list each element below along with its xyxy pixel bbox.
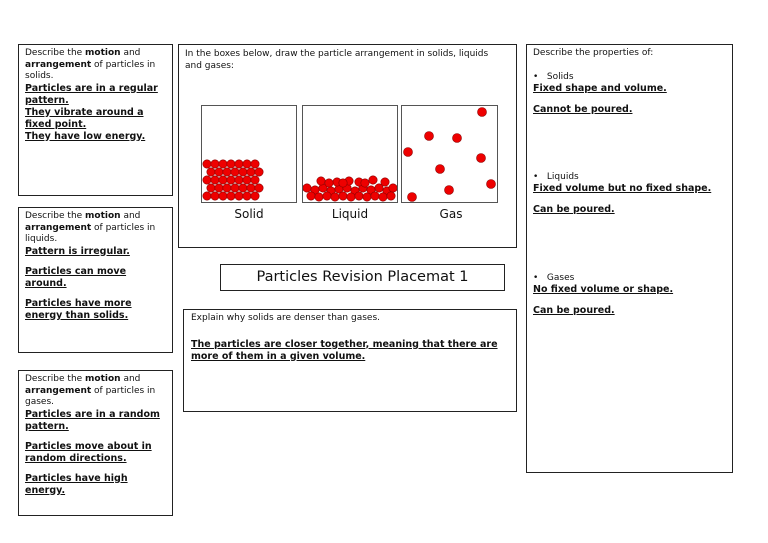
- solid-particle: [223, 184, 231, 192]
- solid-particle: [251, 192, 259, 200]
- gases-property-1: No fixed volume or shape.: [533, 283, 674, 295]
- gas-particle: [478, 108, 487, 117]
- liquid-particle: [379, 193, 387, 201]
- gas-particle: [453, 134, 462, 143]
- solids-answer-3: They have low energy.: [25, 130, 146, 142]
- liquid-particle: [317, 177, 325, 185]
- solid-particle: [215, 184, 223, 192]
- liquid-particle: [387, 192, 395, 200]
- gas-particles: [402, 106, 497, 202]
- solid-particle: [227, 176, 235, 184]
- density-question: Explain why solids are denser than gases.: [191, 313, 380, 323]
- solid-particle: [219, 160, 227, 168]
- liquids-question-box: [18, 207, 173, 353]
- solids-property-1: Fixed shape and volume.: [533, 82, 667, 94]
- liquid-label: Liquid: [331, 207, 369, 221]
- liquid-particle: [355, 192, 363, 200]
- liquid-particle: [363, 193, 371, 201]
- liquid-particle: [331, 193, 339, 201]
- gas-label: Gas: [439, 207, 463, 221]
- solid-particle: [235, 160, 243, 168]
- solid-particle: [255, 184, 263, 192]
- liquids-answer-1: Pattern is irregular.: [25, 245, 130, 257]
- liquid-drawing-panel[interactable]: [302, 105, 398, 203]
- drawing-instruction: In the boxes below, draw the particle arrangement in solids, liquids and gases:: [185, 49, 489, 71]
- solids-answer-2: They vibrate around a fixed point.: [25, 106, 144, 130]
- liquid-particle: [381, 178, 389, 186]
- gases-answer-3: Particles have high energy.: [25, 472, 128, 496]
- solid-particle: [211, 176, 219, 184]
- solid-particle: [227, 192, 235, 200]
- solids-question-box: [18, 44, 173, 196]
- liquid-particle: [325, 179, 333, 187]
- solid-particle: [219, 192, 227, 200]
- solids-question: Describe the motion and arrangement of particles in solids.: [25, 48, 156, 81]
- solid-particle: [223, 168, 231, 176]
- solid-particle: [211, 160, 219, 168]
- solid-particle: [231, 168, 239, 176]
- liquid-particle: [339, 179, 347, 187]
- gas-particle: [404, 148, 413, 157]
- solid-particle: [239, 168, 247, 176]
- gases-question-box: [18, 370, 173, 516]
- liquids-property-1: Fixed volume but no fixed shape.: [533, 182, 712, 194]
- liquid-particle: [369, 176, 377, 184]
- gases-bullet: • Gases: [533, 272, 575, 283]
- density-question-box: [183, 309, 517, 412]
- liquid-particles: [303, 106, 397, 202]
- solid-particle: [207, 184, 215, 192]
- solid-particle: [243, 160, 251, 168]
- liquid-particle: [347, 193, 355, 201]
- solids-bullet: • Solids: [533, 71, 574, 82]
- solid-particle: [215, 168, 223, 176]
- liquids-question: Describe the motion and arrangement of particles in liquids.: [25, 211, 156, 244]
- gas-particle: [425, 132, 434, 141]
- liquids-answer-2: Particles can move around.: [25, 265, 127, 289]
- properties-heading: Describe the properties of:: [533, 48, 654, 58]
- gas-particle: [408, 193, 417, 202]
- solid-particle: [255, 168, 263, 176]
- solid-particle: [219, 176, 227, 184]
- liquids-property-2: Can be poured.: [533, 203, 615, 215]
- solid-particle: [211, 192, 219, 200]
- gases-question: Describe the motion and arrangement of particles in gases.: [25, 374, 156, 407]
- gases-answer-2: Particles move about in random directions.: [25, 440, 152, 464]
- gas-particle: [477, 154, 486, 163]
- liquid-particle: [315, 193, 323, 201]
- gases-property-2: Can be poured.: [533, 304, 615, 316]
- solid-particle: [207, 168, 215, 176]
- solids-answer-1: Particles are in a regular pattern.: [25, 82, 158, 106]
- gas-drawing-panel[interactable]: [401, 105, 498, 203]
- density-answer: The particles are closer together, meaning that there are more of them in a given volume.: [191, 338, 498, 362]
- solid-particle: [235, 176, 243, 184]
- solid-particle: [203, 160, 211, 168]
- solid-particle: [235, 192, 243, 200]
- liquids-answer-3: Particles have more energy than solids.: [25, 297, 132, 321]
- gas-particle: [487, 180, 496, 189]
- solid-drawing-panel[interactable]: [201, 105, 297, 203]
- liquid-particle: [361, 179, 369, 187]
- liquids-bullet: • Liquids: [533, 171, 579, 182]
- liquid-particle: [339, 192, 347, 200]
- solid-particle: [203, 192, 211, 200]
- solid-particle: [203, 176, 211, 184]
- solid-particle: [251, 160, 259, 168]
- gases-answer-1: Particles are in a random pattern.: [25, 408, 160, 432]
- page-title: Particles Revision Placemat 1: [220, 264, 505, 291]
- liquid-particle: [323, 192, 331, 200]
- solid-label: Solid: [234, 207, 264, 221]
- solid-particles: [202, 106, 296, 202]
- solid-particle: [247, 184, 255, 192]
- properties-box: [526, 44, 733, 473]
- solid-particle: [239, 184, 247, 192]
- gas-particle: [436, 165, 445, 174]
- solid-particle: [231, 184, 239, 192]
- liquid-particle: [307, 192, 315, 200]
- gas-particle: [445, 186, 454, 195]
- liquid-particle: [389, 184, 397, 192]
- solid-particle: [243, 192, 251, 200]
- particle-drawing-box: [178, 44, 517, 248]
- solid-particle: [243, 176, 251, 184]
- solid-particle: [227, 160, 235, 168]
- solid-particle: [247, 168, 255, 176]
- liquid-particle: [371, 192, 379, 200]
- solids-property-2: Cannot be poured.: [533, 103, 633, 115]
- liquid-particle: [303, 184, 311, 192]
- solid-particle: [251, 176, 259, 184]
